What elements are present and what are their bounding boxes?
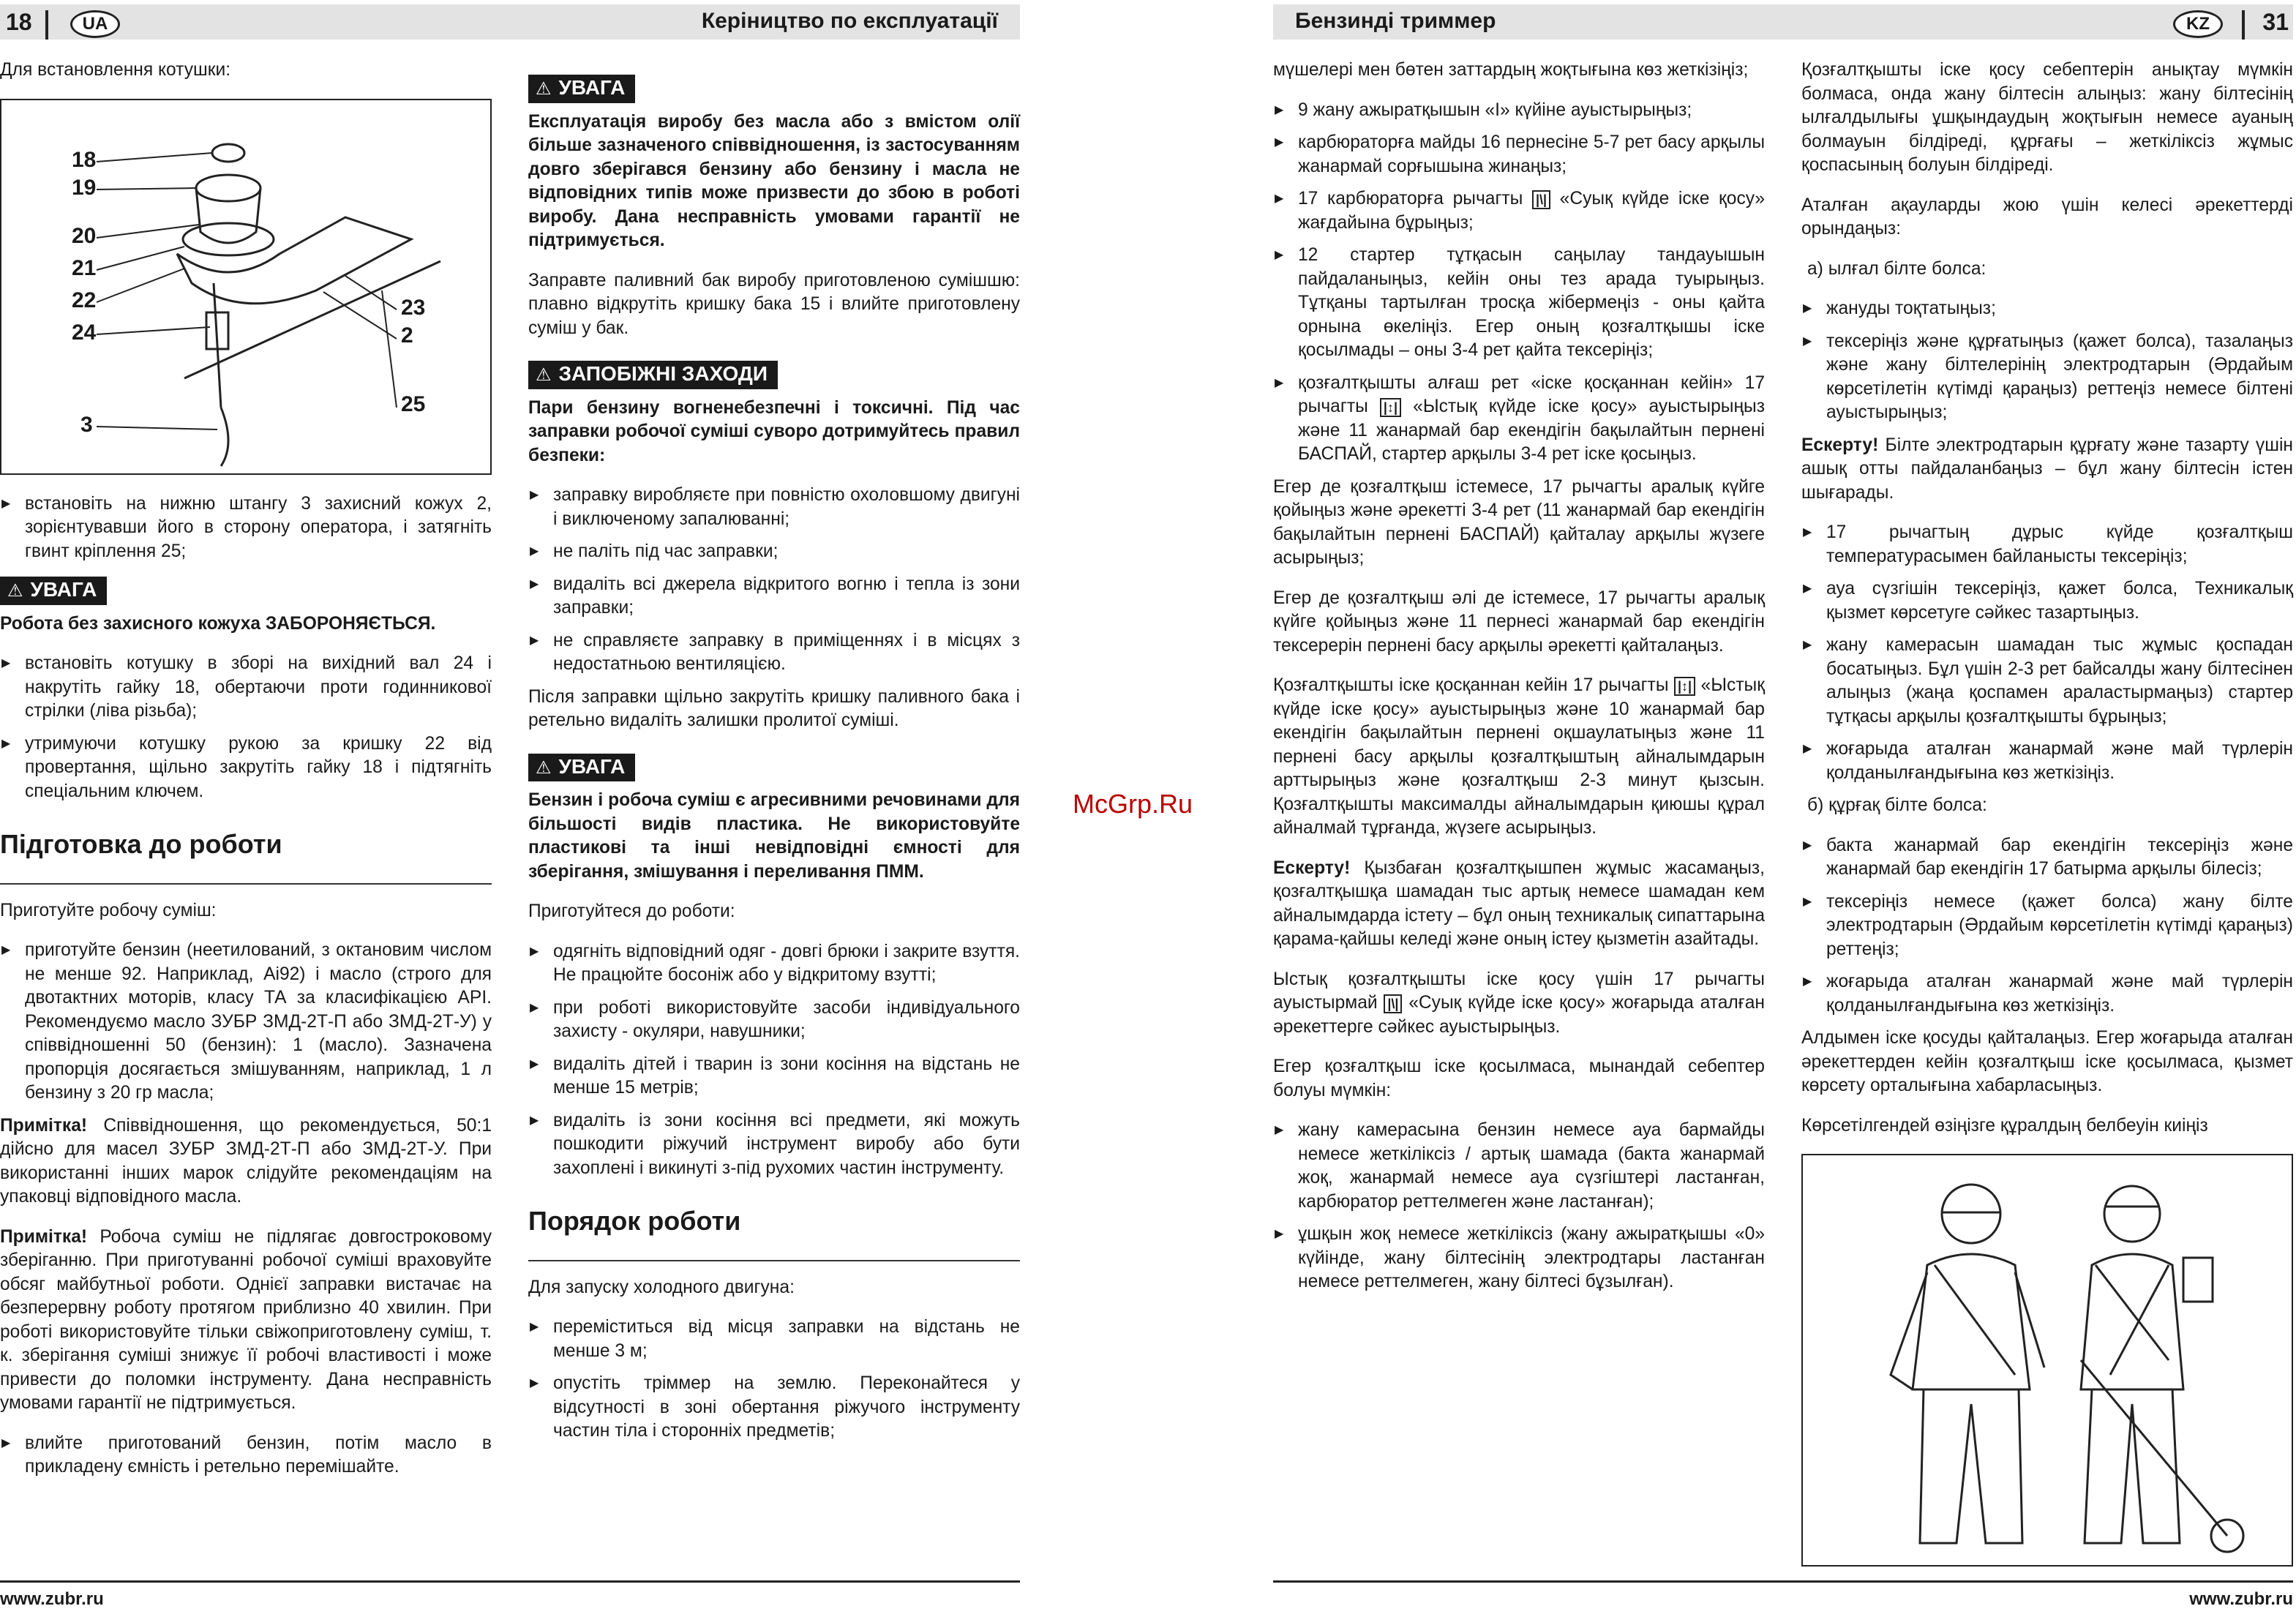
note-paragraph: Примітка! Робоча суміш не підлягає довгостроковому зберіганню. При приготуванні робочої суміші враховуйте обсяг майбутньої роботи. Однієї заправки вистачає на безперервну роботу протягом приблизно 40 хвилин. При роботі використовуйте тільки свіжоприготовлену суміш, т. к. зберігання суміші знижує її робочі властивості і може привести до поломки інструменту. Дана несправність умовами гарантії не підтримується.: [0, 1226, 492, 1413]
manual-title: Керіництво по експлуатації: [701, 9, 998, 33]
list-item: ▶ одягніть відповідний одяг - довгі брюки і закрите взуття. Не працюйте босоніж або у відкритому взутті;: [528, 940, 1020, 988]
list-item: ▶ не паліть під час заправки;: [528, 540, 1020, 564]
list-item: ▶ 17 карбюраторға рычагты |\| «Суық күйде іске қосу» жағдайына бұрыңыз;: [1273, 187, 1765, 235]
list-item: ▶ не справляєте заправку в приміщеннях і в місцях з недостатньою вентиляцією.: [528, 629, 1020, 677]
list-item: ▶ 9 жану ажыратқышын «I» күйіне ауыстырыңыз;: [1273, 99, 1765, 123]
list-item: ▶ заправку виробляєте при повністю охоловшому двигуні і виключеному запалюванні;: [528, 484, 1020, 531]
warning-triangle-icon: ⚠: [7, 581, 23, 601]
choke-cold-icon: |\|: [1384, 994, 1402, 1013]
reel-steps-2: [0, 652, 492, 803]
sub-label: а) ылғал білте болса:: [1807, 258, 1987, 279]
note-paragraph: Примітка! Співвідношення, що рекомендується, 50:1 дійсно для масел ЗУБР ЗМД-2Т-П або ЗМД-2Т-У. При використанні інших марок слідуйте рекомендаціям на упаковці відповідного масла.: [0, 1115, 492, 1207]
page-number: 18: [6, 9, 32, 35]
dry-plug-list: [1801, 834, 2293, 1018]
wet-plug-list: [1801, 297, 2293, 425]
callout-18: 18: [72, 147, 97, 172]
precautions-label: ⚠ ЗАПОБІЖНІ ЗАХОДИ: [528, 361, 778, 389]
warning-text: Робота без захисного кожуха ЗАБОРОНЯЄТЬСЯ.: [0, 613, 436, 634]
wet-plug-list-2: [1801, 521, 2293, 785]
paragraph: Қозғалтқышты іске қосқаннан кейін 17 рычагты |↕| «Ыстық күйде іске қосу» ауыстырыңыз және 10 жанармай бар екендігін бақылайтын пернені оқшаулатыңыз және 11 пернені басу арқылы қозғалтқыштың айналымдарын арттырыңыз және қозғалтқыш 2-3 минут қызсын. Қозғалтқышты максималды айналымдарын қиюшы құрал айналмай тұрғанда, жүзеге асырыңыз.: [1273, 675, 1765, 838]
paragraph: Алдымен іске қосуды қайталаңыз. Егер жоғарыда аталған әрекеттерден кейін қозғалтқыш іске қосылмаса, қызмет көрсету орталығына хабарласыңыз.: [1801, 1028, 2293, 1095]
list-item: ▶ тексеріңіз және құрғатыңыз (қажет болса), тазалаңыз және жану білтелерінің электродтарын (Әрдайым көрсетілетін күтімді қараңыз) реттеңіз немесе білтені ауыстырыңыз;: [1801, 330, 2293, 425]
header-divider: [45, 10, 48, 40]
callout-24: 24: [72, 320, 97, 345]
list-item: ▶ ауа сүзгішін тексеріңіз, қажет болса, Техникалық қызмет көрсетуге сәйкес тазартыңыз.: [1801, 577, 2293, 625]
list-item: ▶ влийте приготований бензин, потім масло в прикладену ємність і ретельно перемішайте.: [0, 1432, 492, 1479]
list-item: ▶ видаліть дітей і тварин із зони косіння на відстань не менше 15 метрів;: [528, 1053, 1020, 1100]
mix-steps-2: [0, 1432, 492, 1479]
section-heading-preparation: Підготовка до роботи: [0, 829, 282, 859]
warning-triangle-icon: ⚠: [536, 365, 552, 385]
list-item: ▶ карбюраторға майды 16 пернесіне 5-7 рет басу арқылы жанармай сорғышына жинаңыз;: [1273, 131, 1765, 179]
reel-assembly-figure: [0, 99, 492, 475]
list-item: ▶ бакта жанармай бар екендігін тексеріңіз және жанармай бар екендігін 17 батырма арқылы білесіз;: [1801, 834, 2293, 882]
mix-steps: [0, 939, 492, 1106]
warning-label: ⚠ УВАГА: [0, 577, 107, 605]
paragraph: Заправте паливний бак виробу приготовленою сумішшю: плавно відкрутіть кришку бака 15 і влийте приготовлену суміш у бак.: [528, 270, 1020, 338]
note-paragraph: Ескерту! Қызбаған қозғалтқышпен жұмыс жасамаңыз, қозғалтқышқа шамадан тыс артық немесе шамадан кем айналымдарда істету – бұл оның техникалық сипаттарына қарама-қайшы келеді және оның істеу қызметін азайтады.: [1273, 858, 1765, 949]
right-page: [1273, 0, 2293, 1617]
paragraph: Для запуску холодного двигуна:: [528, 1277, 795, 1297]
manual-title: Бензинді триммер: [1295, 9, 1496, 33]
right-header-bar: [1273, 4, 2293, 40]
paragraph: Ыстық қозғалтқышты іске қосу үшін 17 рычагты ауыстырмай |\| «Суық күйде іске қосу» жоғарыда аталған әрекеттерге сәйкес ауыстырыңыз.: [1273, 969, 1765, 1037]
list-item: ▶ 17 рычагтың дұрыс күйде қозғалтқыш температурасымен байланысты тексеріңіз;: [1801, 521, 2293, 569]
footer-rule: [0, 1580, 1020, 1583]
warning-text: Бензин і робоча суміш є агресивними речовинами для більшості видів пластика. Не використовуйте пластикові та інші невідповідні ємності для зберігання, змішування і переливання ПММ.: [528, 790, 1020, 882]
callout-3: 3: [80, 412, 93, 437]
callout-23: 23: [401, 295, 426, 320]
callout-21: 21: [72, 255, 97, 280]
list-item: ▶ приготуйте бензин (неетилований, з октановим числом не менше 92. Наприклад, Ai92) і масло (строго для двотактних моторів, класу ТА за класифікацією API. Рекомендуємо масло ЗУБР ЗМД-2Т-П або ЗМД-2Т-У) у співвідношенні 50 (бензин): 1 (масло). Зазначена пропорція досягається змішуванням, наприклад, 1 л бензину з 20 гр масла;: [0, 939, 492, 1106]
reel-steps-1: [0, 492, 492, 564]
start-steps: [1273, 99, 1765, 467]
callout-20: 20: [72, 223, 97, 248]
list-item: ▶ жоғарыда аталған жанармай және май түрлерін қолданылғандығына көз жеткізіңіз.: [1801, 738, 2293, 785]
list-item: ▶ жану камерасына бензин немесе ауа бармайды немесе жеткіліксіз / артық шамада (бакта жанармай жоқ, жанармай немесе ауа сүзгіштері ластанған, карбюратор реттелмеген және ластанған);: [1273, 1119, 1765, 1214]
warning-text: Експлуатація виробу без масла або з вмістом олії більше зазначеного співвідношення, із застосуванням довго зберігався бензину або бензину і масла не відповідних типів може призвести до збою в роботі виробу. Дана несправність умовами гарантії не підтримується.: [528, 111, 1020, 250]
harness-figure: [1801, 1154, 2293, 1567]
choke-cold-icon: |\|: [1532, 190, 1550, 209]
paragraph: Көрсетілгендей өзіңізге құралдың белбеуін киіңіз: [1801, 1115, 2208, 1136]
list-item: ▶ встановіть котушку в зборі на вихідний вал 24 і накрутіть гайку 18, обертаючи проти годинникової стрілки (ліва різьба);: [0, 652, 492, 724]
harness-operators-drawing: [1803, 1155, 2292, 1562]
watermark: McGrp.Ru: [1073, 789, 1193, 819]
left-col-2: [528, 70, 1020, 1452]
paragraph: Приготуйте робочу суміш:: [0, 900, 217, 920]
list-item: ▶ жоғарыда аталған жанармай және май түрлерін қолданылғандығына көз жеткізіңіз.: [1801, 970, 2293, 1018]
footer-rule: [1273, 1580, 2293, 1583]
list-item: ▶ ұшқын жоқ немесе жеткіліксіз (жану ажыратқышы «0» күйінде, жану білтесінің электродтары ластанған немесе реттелмеген, жану білтесі бұзылған).: [1273, 1223, 1765, 1294]
list-item: ▶ қозғалтқышты алғаш рет «іске қосқаннан кейін» 17 рычагты |↕| «Ыстық күйде іске қосу» ауыстырыңыз және 11 жанармай бар екендігін бақылайтын пернені БАСПАЙ, стартер арқылы 3-4 рет іске қосыңыз.: [1273, 372, 1765, 467]
right-col-1: [1273, 59, 1765, 1303]
choke-hot-icon: |↕|: [1674, 677, 1695, 696]
footer-url: www.zubr.ru: [0, 1589, 104, 1609]
callout-19: 19: [72, 175, 97, 200]
callout-25: 25: [401, 391, 426, 416]
list-item: ▶ видаліть із зони косіння всі предмети, які можуть пошкодити ріжучий інструмент виробу або бути захоплені і викинуті з-під рухомих частин інструменту.: [528, 1109, 1020, 1181]
paragraph: Аталған ақауларды жою үшін келесі әрекеттерді орындаңыз:: [1801, 195, 2293, 239]
list-item: ▶ жануды тоқтатыңыз;: [1801, 297, 2293, 321]
left-header-bar: [0, 4, 1020, 40]
callout-2: 2: [401, 323, 413, 348]
list-item: ▶ переміститься від місця заправки на відстань не менше 3 м;: [528, 1316, 1020, 1363]
paragraph: Егер де қозғалтқыш істемесе, 17 рычагты аралық күйге қойыңыз және әрекетті 3-4 рет (11 жанармай бар екендігін бақылайтын пернені БАСПАЙ) қайталау арқылы жүзеге асырыңыз;: [1273, 476, 1765, 568]
reel-intro: Для встановлення котушки:: [0, 60, 231, 80]
section-rule: [0, 883, 492, 885]
paragraph: Қозғалтқышты іске қосу себептерін анықтау мүмкін болмаса, онда жану білтесін алыңыз: жану білтесінің ылғалдылығы ұшқындаудың жоқтығын немесе ауаның болмауын білдіреді, құрғағы – жеткіліксіз жұмыс қоспасының болуын білдіреді.: [1801, 60, 2293, 175]
list-item: ▶ видаліть всі джерела відкритого вогню і тепла із зони заправки;: [528, 573, 1020, 620]
left-page: [0, 0, 1020, 1617]
language-badge-kz: KZ: [2173, 10, 2223, 38]
page-number: 31: [2262, 9, 2289, 35]
right-col-2: [1801, 59, 2293, 1567]
safety-list: [528, 484, 1020, 677]
left-col-1: [0, 59, 492, 1488]
list-item: ▶ при роботі використовуйте засоби індивідуального захисту - окуляри, навушники;: [528, 997, 1020, 1044]
header-divider: [2242, 10, 2245, 40]
list-item: ▶ жану камерасын шамадан тыс жұмыс қоспадан босатыңыз. Бұл үшін 2-3 рет байсалды жану білтесінен алыңыз (жаңа қоспамен араластырмаңыз) стартер тұтқасы арқылы қозғалтқышты бұрыңыз;: [1801, 634, 2293, 729]
warning-text: Пари бензину вогненебезпечні і токсичні. Під час заправки робочої суміші суворо дотримуйтесь правил безпеки:: [528, 397, 1020, 465]
paragraph: Егер де қозғалтқыш әлі де істемесе, 17 рычагты аралық күйге қойыңыз және 11 пернесі жанармай бар екендігін тексерерін пернені басу арқылы әрекетті қайталаңыз.: [1273, 588, 1765, 656]
readiness-list: [528, 940, 1020, 1181]
note-paragraph: Ескерту! Білте электродтарын құрғату және тазарту үшін ашық отты пайдаланбаңыз – бұл жану білтесін істен шығарады.: [1801, 435, 2293, 503]
section-heading-operation: Порядок роботи: [528, 1206, 741, 1236]
paragraph: Егер қозғалтқыш іске қосылмаса, мынандай себептер болуы мүмкін:: [1273, 1057, 1765, 1100]
list-item: ▶ встановіть на нижню штангу 3 захисний кожух 2, зорієнтувавши його в сторону оператора, і затягніть гвинт кріплення 25;: [0, 492, 492, 564]
warning-label: ⚠ УВАГА: [528, 754, 635, 782]
warning-triangle-icon: ⚠: [536, 757, 552, 778]
paragraph: мүшелері мен бөтен заттардың жоқтығына көз жеткізіңіз;: [1273, 60, 1749, 80]
choke-hot-icon: |↕|: [1380, 398, 1401, 417]
list-item: ▶ утримуючи котушку рукою за кришку 22 від провертання, щільно закрутіть гайку 18 і підтягніть спеціальним ключем.: [0, 732, 492, 804]
language-badge-ua: UA: [70, 10, 120, 38]
callout-22: 22: [72, 288, 97, 312]
footer-url: www.zubr.ru: [2189, 1589, 2293, 1609]
cold-start-list: [528, 1316, 1020, 1444]
list-item: ▶ тексеріңіз немесе (қажет болса) жану білте электродтарын (Әрдайым көрсетілетін күтімді қараңыз) реттеңіз;: [1801, 890, 2293, 962]
list-item: ▶ 12 стартер тұтқасын саңылау тандауышын пайдаланыңыз, кейін оны тез арада туырыңыз. Тұтқаны тартылған тросқа жібермеңіз - оны қайта орнына өкеліңіз. Егер оның қозғалтқышы іске қосылмады – оны 3-4 рет қайта тексеріңіз;: [1273, 244, 1765, 363]
cause-list: [1273, 1119, 1765, 1294]
paragraph: Приготуйтеся до роботи:: [528, 901, 735, 921]
warning-label: ⚠ УВАГА: [528, 75, 635, 103]
paragraph: Після заправки щільно закрутіть кришку паливного бака і ретельно видаліть залишки пролитої суміші.: [528, 686, 1020, 730]
sub-label: б) құрғақ білте болса:: [1807, 795, 1987, 815]
warning-triangle-icon: ⚠: [536, 79, 552, 99]
list-item: ▶ опустіть тріммер на землю. Переконайтеся у відсутності в зоні обертання ріжучого інструменту частин тіла і сторонніх предметів;: [528, 1372, 1020, 1444]
section-rule: [528, 1260, 1020, 1261]
